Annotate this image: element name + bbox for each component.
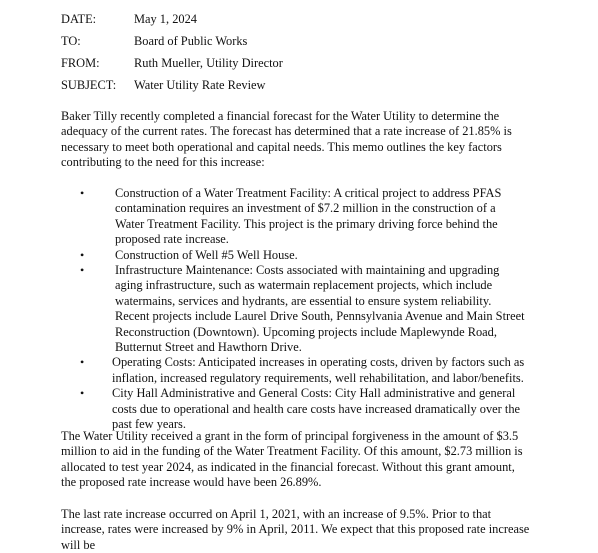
grant-paragraph: The Water Utility received a grant in the form of principal forgiveness in the amount of $3.5 million to aid in the funding of the Water Treatment Facility. Of this amount, $2.73 million is allocated to test year 2024, as indicated in the financial forecast. Without this grant amount, the proposed rate increase would have been 26.89%. [61, 429, 523, 490]
list-item [0, 263, 598, 355]
bullet-icon: • [80, 355, 85, 370]
list-item [0, 248, 598, 263]
list-item-text: Infrastructure Maintenance: Costs associated with maintaining and upgrading aging infrastructure, such as watermain replacement projects, which include watermains, services and hydrants, are essential to ensure system reliability. Recent projects include Laurel Drive South, Pennsylvania Avenue and Main Street Reconstruction (Downtown). Upcoming projects include Maplewynde Road, Butternut Street and Hawthorn Drive. [115, 263, 525, 355]
header-label: DATE: [61, 12, 97, 26]
list-item [0, 386, 598, 432]
header-label: FROM: [61, 56, 100, 70]
list-item-text: Operating Costs: Anticipated increases in operating costs, driven by factors such as inflation, increased regulatory requirements, well rehabilitation, and labor/benefits. [112, 355, 525, 385]
header-value: Water Utility Rate Review [134, 78, 266, 92]
header-value: Ruth Mueller, Utility Director [134, 56, 283, 70]
list-item-text: Construction of Well #5 Well House. [115, 247, 298, 262]
list-item [0, 186, 598, 248]
list-item-text: Construction of a Water Treatment Facility: A critical project to address PFAS contamination requires an investment of $7.2 million in the construction of a Water Treatment Facility. This project is the primary driving force behind the proposed rate increase. [115, 186, 502, 247]
bullet-icon: • [80, 386, 85, 401]
memo-header-subject [61, 78, 283, 100]
bullet-icon: • [80, 263, 85, 278]
memo-header-to [61, 34, 283, 56]
header-value: May 1, 2024 [134, 12, 197, 26]
memo-header-from [61, 56, 283, 78]
bullet-icon: • [80, 247, 85, 262]
list-item-text: City Hall Administrative and General Costs: City Hall administrative and general costs due to operational and health care costs have increased dramatically over the past few years. [112, 386, 521, 432]
header-value: Board of Public Works [134, 34, 248, 48]
intro-paragraph: Baker Tilly recently completed a financial forecast for the Water Utility to determine the adequacy of the current rates. The forecast has determined that a rate increase of 21.85% is necessary to meet both operational and capital needs. This memo outlines the key factors contributing to the need for this increase: [61, 109, 512, 170]
memo-header [61, 12, 283, 100]
header-label: TO: [61, 34, 81, 48]
memo-header-date [61, 12, 283, 34]
header-label: SUBJECT: [61, 78, 117, 92]
factor-list [0, 186, 598, 433]
list-item [0, 355, 598, 386]
rate-history-paragraph: The last rate increase occurred on April 1, 2021, with an increase of 9.5%. Prior to that increase, rates were increased by 9% in April, 2011. We expect that this proposed rate increase will be [61, 507, 530, 552]
bullet-icon: • [80, 186, 85, 200]
